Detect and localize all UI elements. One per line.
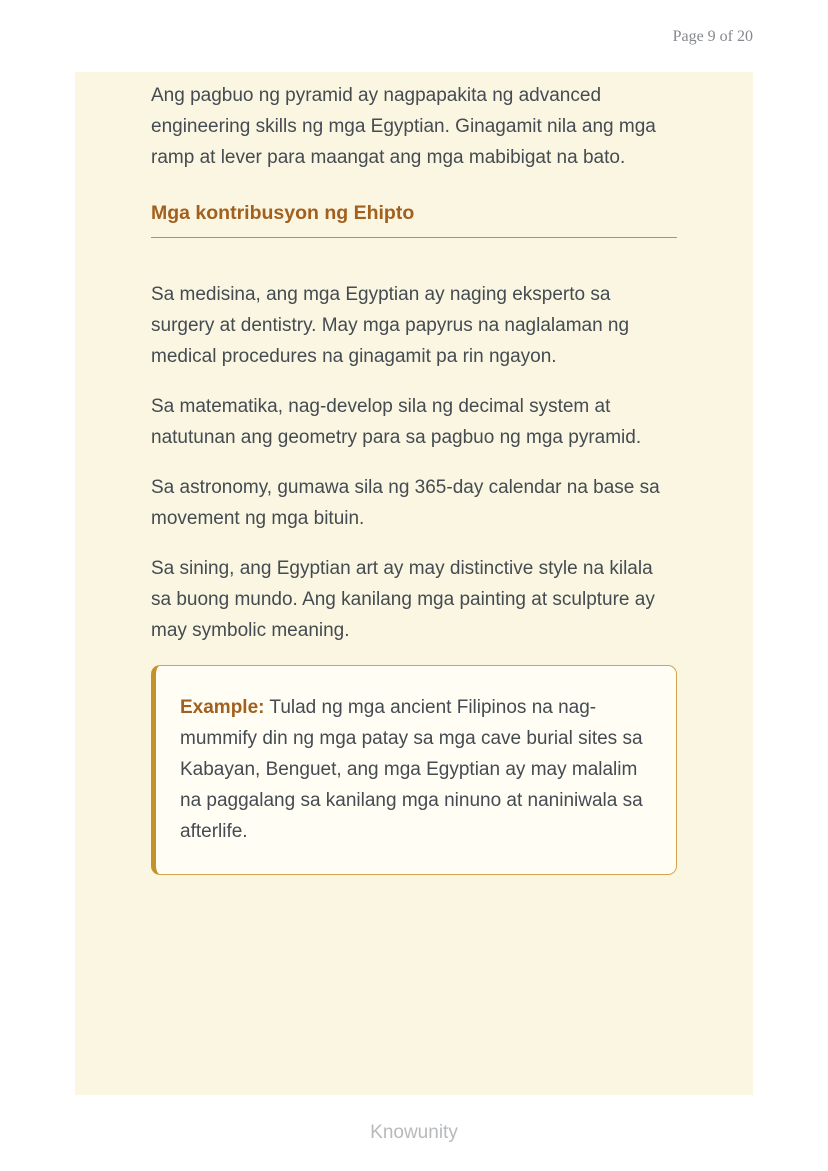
paragraph-mathematics: Sa matematika, nag-develop sila ng decimal system at natutunan ang geometry para sa pagbuo ng mga pyramid. — [151, 396, 642, 448]
paragraph-art: Sa sining, ang Egyptian art ay may distinctive style na kilala sa buong mundo. Ang kanilang mga painting at sculpture ay may symbolic meaning. — [151, 558, 655, 641]
example-paragraph — [180, 692, 648, 847]
footer-brand: Knowunity — [370, 1122, 458, 1143]
paragraph-pyramids: Ang pagbuo ng pyramid ay nagpapakita ng advanced engineering skills ng mga Egyptian. Ginagamit nila ang mga ramp at lever para maangat ang mga mabibigat na bato. — [151, 85, 656, 168]
document-content — [75, 72, 753, 875]
example-body-text: Tulad ng mga ancient Filipinos na nag-mummify din ng mga patay sa mga cave burial sites sa Kabayan, Benguet, ang mga Egyptian ay may malalim na paggalang sa kanilang mga ninuno at naniniwala sa afterlife. — [180, 697, 643, 842]
example-callout-box — [151, 665, 677, 875]
paragraph-astronomy: Sa astronomy, gumawa sila ng 365-day calendar na base sa movement ng mga bituin. — [151, 477, 660, 529]
document-sheet — [75, 72, 753, 1095]
example-label: Example: — [180, 697, 265, 718]
page-indicator: Page 9 of 20 — [672, 28, 753, 45]
section-heading-contributions: Mga kontribusyon ng Ehipto — [151, 202, 677, 238]
paragraph-medicine: Sa medisina, ang mga Egyptian ay naging eksperto sa surgery at dentistry. May mga papyrus na naglalaman ng medical procedures na ginagamit pa rin ngayon. — [151, 284, 630, 367]
